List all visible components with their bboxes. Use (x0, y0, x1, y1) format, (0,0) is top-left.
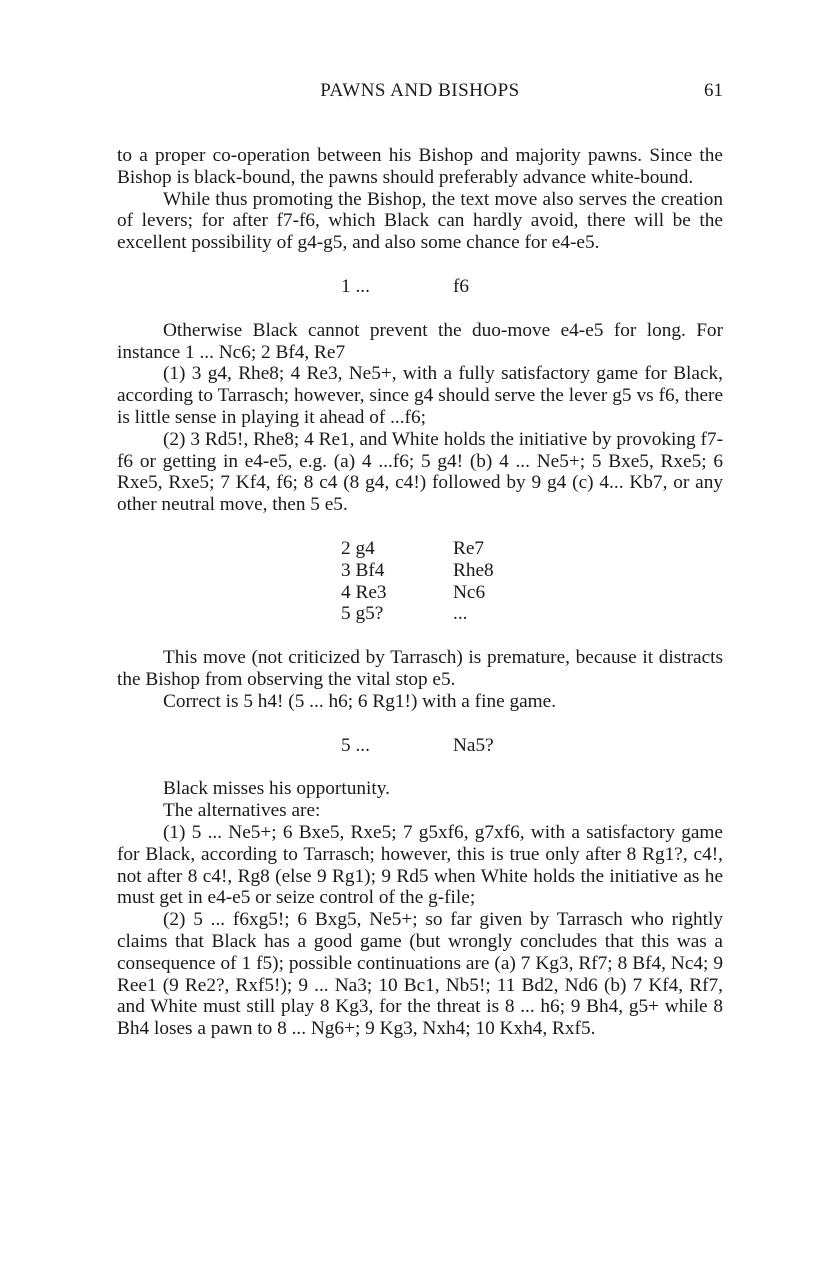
paragraph: to a proper co-operation between his Bishop and majority pawns. Since the Bishop is black-bound, the pawns should preferably advance white-bound. (117, 145, 723, 188)
move-white: 5 ... (341, 734, 370, 756)
paragraph: (1) 5 ... Ne5+; 6 Bxe5, Rxe5; 7 g5xf6, g7xf6, with a satisfactory game for Black, according to Tarrasch; however, this is true only after 8 Rg1?, c4!, not after 8 c4!, Rg8 (else 9 Rg1); 9 Rd5 when White holds the initiative as he must get in e4-e5 or seize control of the g-file; (117, 821, 723, 909)
move-black: Na5? (453, 734, 494, 756)
paragraph: Otherwise Black cannot prevent the duo-move e4-e5 for long. For instance 1 ... Nc6; 2 Bf4, Re7 (117, 319, 723, 363)
move-black: Nc6 (453, 581, 486, 603)
move-table (341, 538, 723, 625)
move-black: ... (453, 603, 468, 625)
move-white: 4 Re3 (341, 581, 387, 603)
running-title: PAWNS AND BISHOPS (320, 80, 520, 101)
move-row (341, 538, 723, 560)
page-body (117, 145, 723, 1040)
move-black: f6 (453, 275, 470, 297)
paragraph: This move (not criticized by Tarrasch) is premature, because it distracts the Bishop from observing the vital stop e5. (117, 647, 723, 690)
move-black: Rhe8 (453, 559, 494, 581)
running-head (117, 80, 723, 106)
paragraph: While thus promoting the Bishop, the text move also serves the creation of levers; for after f7-f6, which Black can hardly avoid, there will be the excellent possibility of g4-g5, and also some chance for e4-e5. (117, 188, 723, 254)
paragraph: (1) 3 g4, Rhe8; 4 Re3, Ne5+, with a fully satisfactory game for Black, according to Tarrasch; however, since g4 should serve the lever g5 vs f6, there is little sense in playing it ahead of ...f6; (117, 363, 723, 428)
paragraph: Black misses his opportunity. (163, 778, 390, 800)
move-white: 5 g5? (341, 603, 384, 625)
move-row (341, 603, 723, 625)
move-row (341, 582, 723, 604)
paragraph: (2) 5 ... f6xg5!; 6 Bxg5, Ne5+; so far given by Tarrasch who rightly claims that Black has a good game (but wrongly concludes that this was a consequence of 1 f5); possible continuations are (a) 7 Kg3, Rf7; 8 Bf4, Nc4; 9 Ree1 (9 Re2?, Rxf5!); 9 ... Na3; 10 Bc1, Nb5!; 11 Bd2, Nd6 (b) 7 Kf4, Rf7, and White must still play 8 Kg3, for the threat is 8 ... h6; 9 Bh4, g5+ while 8 Bh4 loses a pawn to 8 ... Ng6+; 9 Kg3, Nxh4; 10 Kxh4, Rxf5. (117, 909, 723, 1040)
move-line (117, 735, 723, 757)
move-white: 2 g4 (341, 537, 375, 559)
page-number: 61 (704, 80, 723, 101)
paragraph: (2) 3 Rd5!, Rhe8; 4 Re1, and White holds the initiative by provoking f7-f6 or getting in e4-e5, e.g. (a) 4 ...f6; 5 g4! (b) 4 ... Ne5+; 5 Bxe5, Rxe5; 6 Rxe5, Rxe5; 7 Kf4, f6; 8 c4 (8 g4, c4!) followed by 9 g4 (c) 4... Kb7, or any other neutral move, then 5 e5. (117, 428, 723, 516)
move-row (341, 560, 723, 582)
paragraph: Correct is 5 h4! (5 ... h6; 6 Rg1!) with a fine game. (163, 690, 557, 712)
paragraph: The alternatives are: (163, 800, 321, 822)
move-line (117, 276, 723, 298)
move-white: 1 ... (341, 275, 370, 297)
move-black: Re7 (453, 537, 485, 559)
move-white: 3 Bf4 (341, 559, 385, 581)
